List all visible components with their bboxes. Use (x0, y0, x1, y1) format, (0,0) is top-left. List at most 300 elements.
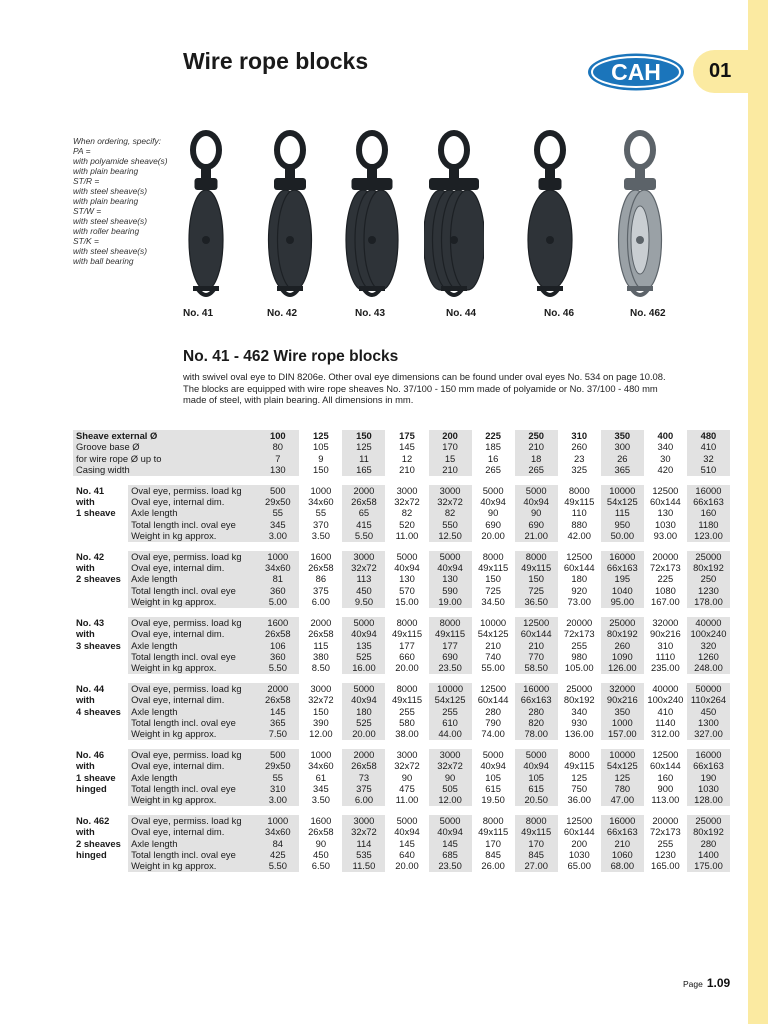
value-cell: 60x144 (649, 496, 681, 508)
value-cell: 20.00 (395, 662, 419, 674)
value-cell: 125 (313, 430, 329, 441)
value-cell: 80x192 (563, 694, 595, 706)
value-cell: 26x58 (308, 562, 334, 574)
value-cell: 190 (687, 772, 730, 783)
row-label: Weight in kg approx. (128, 794, 256, 805)
value-cell: 8.50 (311, 662, 330, 674)
value-cell: 210 (601, 838, 644, 849)
table-row (73, 585, 730, 596)
value-cell: 60x144 (477, 694, 509, 706)
value-cell: 1000 (310, 484, 332, 496)
value-cell: 1300 (687, 717, 730, 728)
row-label: Total length incl. oval eye (128, 849, 256, 860)
value-cell: 360 (256, 585, 299, 596)
model-label (73, 794, 128, 805)
table-row (73, 596, 730, 607)
value-cell: 167.00 (651, 596, 680, 608)
model-label: 1 sheave (76, 507, 116, 519)
table-row (73, 519, 730, 530)
value-cell: 1180 (687, 519, 730, 530)
value-cell: 740 (485, 650, 501, 662)
value-cell: 90 (401, 771, 413, 783)
value-cell: 34x60 (308, 760, 334, 772)
value-cell: 80 (256, 441, 299, 452)
value-cell: 325 (571, 464, 588, 476)
table-row (73, 485, 730, 496)
value-cell: 2000 (342, 485, 385, 496)
ordering-note-line: with plain bearing (73, 166, 139, 176)
value-cell: 660 (399, 650, 415, 662)
value-cell: 73 (342, 772, 385, 783)
value-cell: 66x163 (687, 760, 730, 771)
value-cell: 54x125 (429, 694, 472, 705)
value-cell: 1000 (256, 551, 299, 562)
value-cell: 130 (399, 573, 415, 585)
value-cell: 55 (256, 507, 299, 518)
value-cell: 16.00 (342, 662, 385, 673)
value-cell: 345 (256, 519, 299, 530)
value-cell: 60x144 (649, 760, 681, 772)
model-label (73, 860, 128, 871)
ordering-note-line: ST/R = (73, 176, 100, 186)
value-cell: 26x58 (342, 760, 385, 771)
table-row (73, 706, 730, 717)
value-cell: 72x173 (563, 628, 595, 640)
product-label: No. 462 (630, 308, 666, 319)
value-cell: 9.50 (342, 596, 385, 607)
value-cell: 790 (485, 716, 501, 728)
value-cell: 66x163 (515, 694, 558, 705)
value-cell: 66x163 (601, 826, 644, 837)
table-row (73, 496, 730, 507)
value-cell: 12.00 (309, 728, 333, 740)
model-label: with (76, 760, 95, 772)
table-head-row (73, 441, 730, 452)
model-label (73, 519, 128, 530)
value-cell: 200 (429, 430, 472, 441)
value-cell: 170 (485, 837, 501, 849)
table-row (73, 551, 730, 562)
value-cell: 450 (687, 706, 730, 717)
value-cell: 19.00 (429, 596, 472, 607)
table-head-row (73, 453, 730, 464)
ordering-note-line: When ordering, specify: (73, 136, 161, 146)
value-cell: 370 (313, 518, 329, 530)
value-cell: 34x60 (256, 826, 299, 837)
value-cell: 3000 (429, 749, 472, 760)
value-cell: 280 (687, 838, 730, 849)
value-cell: 3000 (429, 485, 472, 496)
value-cell: 225 (657, 573, 674, 585)
value-cell: 32000 (601, 683, 644, 694)
value-cell: 8000 (515, 815, 558, 826)
value-cell: 100 (256, 430, 299, 441)
value-cell: 32x72 (342, 562, 385, 573)
table-row (73, 573, 730, 584)
value-cell: 125 (601, 772, 644, 783)
value-cell: 66x163 (601, 562, 644, 573)
value-cell: 950 (601, 519, 644, 530)
value-cell: 78.00 (515, 728, 558, 739)
model-label (73, 662, 128, 673)
value-cell: 10000 (601, 749, 644, 760)
value-cell: 5.50 (256, 662, 299, 673)
value-cell: 40x94 (429, 562, 472, 573)
section-number: 01 (709, 60, 732, 82)
row-label: Oval eye, permiss. load kg (128, 749, 256, 760)
value-cell: 26x58 (308, 826, 334, 838)
page-title: Wire rope blocks (183, 48, 369, 74)
value-cell: 26x58 (256, 628, 299, 639)
value-cell: 60x144 (563, 562, 595, 574)
value-cell: 49x115 (478, 826, 509, 838)
value-cell: 18 (515, 453, 558, 464)
value-cell: 415 (342, 519, 385, 530)
value-cell: 150 (313, 705, 329, 717)
value-cell: 84 (256, 838, 299, 849)
ordering-note-line: with steel sheave(s) (73, 216, 148, 226)
model-label: hinged (76, 849, 107, 860)
table-row (73, 507, 730, 518)
value-cell: 80x192 (687, 826, 730, 837)
spacer-cell (73, 872, 730, 881)
model-label: No. 46 (76, 748, 105, 760)
spacer-cell (73, 674, 730, 683)
product-label: No. 44 (446, 308, 477, 319)
value-cell: 5000 (342, 617, 385, 628)
value-cell: 410 (657, 705, 674, 717)
value-cell: 61 (315, 771, 327, 783)
value-cell: 12.50 (429, 530, 472, 541)
description-line: The blocks are equipped with wire rope sheaves No. 37/100 - 150 mm made of polyamide or No. 37/100 - 480 mm (183, 382, 658, 394)
table-row (73, 683, 730, 694)
value-cell: 320 (687, 640, 730, 651)
value-cell: 145 (399, 837, 415, 849)
value-cell: 66x163 (687, 496, 730, 507)
value-cell: 1000 (310, 748, 332, 760)
value-cell: 920 (571, 584, 588, 596)
table-row (73, 728, 730, 739)
value-cell: 10000 (480, 616, 507, 628)
table-head-row (73, 430, 730, 441)
block-image-5 (520, 128, 580, 308)
value-cell: 9 (318, 452, 324, 464)
value-cell: 21.00 (515, 530, 558, 541)
dimensions-table (73, 430, 730, 881)
value-cell: 6.00 (311, 596, 330, 608)
block-image-2 (260, 128, 320, 308)
value-cell: 145 (429, 838, 472, 849)
value-cell: 1060 (601, 849, 644, 860)
row-label: Axle length (128, 573, 256, 584)
value-cell: 312.00 (651, 728, 680, 740)
model-label: with (76, 496, 95, 508)
value-cell: 16000 (601, 815, 644, 826)
value-cell: 110x264 (687, 694, 730, 705)
row-label: Weight in kg approx. (128, 728, 256, 739)
value-cell: 250 (687, 573, 730, 584)
value-cell: 310 (657, 639, 674, 651)
value-cell: 16000 (515, 683, 558, 694)
value-cell: 27.00 (515, 860, 558, 871)
value-cell: 2000 (342, 749, 385, 760)
model-label (73, 596, 128, 607)
value-cell: 49x115 (391, 694, 423, 706)
row-label: Oval eye, permiss. load kg (128, 617, 256, 628)
value-cell: 82 (429, 507, 472, 518)
value-cell: 640 (399, 849, 415, 860)
value-cell: 20000 (652, 814, 679, 826)
value-cell: 880 (571, 518, 588, 530)
value-cell: 26 (601, 453, 644, 464)
value-cell: 3.00 (256, 794, 299, 805)
row-label: Oval eye, internal dim. (128, 826, 256, 837)
value-cell: 5000 (482, 484, 504, 496)
value-cell: 145 (399, 441, 415, 453)
value-cell: 310 (256, 783, 299, 794)
value-cell: 29x50 (256, 760, 299, 771)
value-cell: 170 (429, 441, 472, 452)
table-row (73, 838, 730, 849)
value-cell: 11.00 (395, 794, 419, 806)
model-label (73, 585, 128, 596)
product-label: No. 46 (544, 308, 575, 319)
value-cell: 40x94 (394, 562, 420, 574)
value-cell: 10000 (429, 683, 472, 694)
value-cell: 690 (485, 518, 501, 530)
value-cell: 1090 (601, 651, 644, 662)
value-cell: 12500 (566, 814, 593, 826)
value-cell: 380 (313, 650, 329, 662)
model-label: 1 sheave (76, 771, 116, 783)
value-cell: 16000 (687, 749, 730, 760)
value-cell: 5.50 (342, 530, 385, 541)
value-cell: 60x144 (563, 826, 595, 838)
model-label: with (76, 826, 95, 838)
value-cell: 40x94 (480, 496, 506, 508)
value-cell: 11.50 (342, 860, 385, 871)
value-cell: 40000 (652, 682, 679, 694)
value-cell: 12500 (652, 748, 679, 760)
value-cell: 1000 (256, 815, 299, 826)
value-cell: 580 (399, 716, 415, 728)
value-cell: 725 (515, 585, 558, 596)
table-row (73, 628, 730, 639)
value-cell: 32x72 (342, 826, 385, 837)
value-cell: 73.00 (567, 596, 591, 608)
value-cell: 47.00 (601, 794, 644, 805)
value-cell: 375 (342, 783, 385, 794)
value-cell: 26.00 (481, 860, 505, 872)
model-label: 2 sheaves (76, 573, 121, 585)
value-cell: 90 (315, 837, 327, 849)
value-cell: 390 (313, 716, 329, 728)
row-label: Axle length (128, 772, 256, 783)
value-cell: 248.00 (687, 662, 730, 673)
value-cell: 12.00 (429, 794, 472, 805)
model-label (73, 717, 128, 728)
value-cell: 685 (429, 849, 472, 860)
value-cell: 3000 (310, 682, 332, 694)
value-cell: 115 (313, 639, 329, 651)
value-cell: 250 (515, 430, 558, 441)
value-cell: 255 (399, 705, 415, 717)
value-cell: 23.50 (429, 860, 472, 871)
value-cell: 1230 (687, 585, 730, 596)
value-cell: 49x115 (515, 826, 558, 837)
ordering-note-line: ST/W = (73, 206, 102, 216)
value-cell: 500 (256, 749, 299, 760)
value-cell: 310 (571, 430, 588, 441)
model-label: No. 462 (76, 814, 110, 826)
value-cell: 450 (313, 849, 329, 860)
value-cell: 610 (429, 717, 472, 728)
value-cell: 20.00 (481, 530, 505, 542)
value-cell: 725 (485, 584, 501, 596)
value-cell: 93.00 (653, 530, 678, 542)
value-cell: 150 (342, 430, 385, 441)
page-footer (683, 976, 730, 990)
value-cell: 5000 (482, 748, 504, 760)
value-cell: 3.50 (311, 794, 330, 806)
table-row (73, 717, 730, 728)
value-cell: 210 (515, 640, 558, 651)
value-cell: 5000 (515, 749, 558, 760)
value-cell: 900 (657, 782, 674, 794)
value-cell: 2000 (310, 616, 332, 628)
value-cell: 11.00 (395, 530, 419, 542)
value-cell: 49x115 (564, 760, 595, 772)
value-cell: 49x115 (564, 496, 595, 508)
value-cell: 1600 (256, 617, 299, 628)
value-cell: 30 (660, 452, 671, 464)
value-cell: 34x60 (256, 562, 299, 573)
value-cell: 16 (487, 452, 499, 464)
value-cell: 180 (342, 706, 385, 717)
block-image-6 (610, 128, 670, 308)
value-cell: 8000 (429, 617, 472, 628)
value-cell: 40x94 (342, 628, 385, 639)
header-label: for wire rope Ø up to (73, 453, 256, 464)
value-cell: 5000 (396, 814, 418, 826)
value-cell: 80x192 (687, 562, 730, 573)
value-cell: 520 (399, 518, 415, 530)
model-label: with (76, 694, 95, 706)
value-cell: 16000 (601, 551, 644, 562)
value-cell: 327.00 (687, 728, 730, 739)
value-cell: 50000 (687, 683, 730, 694)
value-cell: 8000 (568, 484, 590, 496)
value-cell: 280 (485, 705, 501, 717)
row-label: Oval eye, permiss. load kg (128, 485, 256, 496)
value-cell: 68.00 (601, 860, 644, 871)
value-cell: 145 (256, 706, 299, 717)
ordering-note-line: with ball bearing (73, 256, 134, 266)
row-label: Oval eye, permiss. load kg (128, 551, 256, 562)
value-cell: 130 (429, 573, 472, 584)
product-label: No. 42 (267, 308, 298, 319)
value-cell: 5000 (429, 815, 472, 826)
row-label: Axle length (128, 838, 256, 849)
value-cell: 40x94 (515, 496, 558, 507)
value-cell: 40x94 (429, 826, 472, 837)
value-cell: 49x115 (515, 562, 558, 573)
value-cell: 1400 (687, 849, 730, 860)
value-cell: 80x192 (601, 628, 644, 639)
logo-text: CAH (611, 59, 661, 85)
value-cell: 40x94 (342, 694, 385, 705)
value-cell: 400 (657, 430, 674, 441)
value-cell: 475 (399, 782, 415, 794)
value-cell: 40x94 (515, 760, 558, 771)
value-cell: 265 (485, 464, 501, 476)
value-cell: 340 (657, 441, 674, 453)
value-cell: 450 (342, 585, 385, 596)
value-cell: 32x72 (429, 760, 472, 771)
value-cell: 55.00 (481, 662, 505, 674)
value-cell: 32 (687, 453, 730, 464)
value-cell: 1600 (310, 814, 332, 826)
value-cell: 42.00 (567, 530, 591, 542)
value-cell: 690 (429, 651, 472, 662)
value-cell: 65 (342, 507, 385, 518)
row-label: Oval eye, internal dim. (128, 628, 256, 639)
value-cell: 175.00 (687, 860, 730, 871)
table-row (73, 640, 730, 651)
value-cell: 7.50 (256, 728, 299, 739)
value-cell: 8000 (515, 551, 558, 562)
value-cell: 165 (342, 464, 385, 475)
value-cell: 90x216 (601, 694, 644, 705)
value-cell: 280 (515, 706, 558, 717)
value-cell: 550 (429, 519, 472, 530)
value-cell: 86 (315, 573, 327, 585)
table-row (73, 772, 730, 783)
table-row (73, 815, 730, 826)
ordering-note (73, 136, 168, 266)
value-cell: 178.00 (687, 596, 730, 607)
value-cell: 106 (256, 640, 299, 651)
value-cell: 40000 (687, 617, 730, 628)
row-label: Oval eye, internal dim. (128, 496, 256, 507)
value-cell: 177 (399, 639, 415, 651)
table-head-row (73, 464, 730, 475)
value-cell: 25000 (687, 551, 730, 562)
value-cell: 260 (571, 441, 588, 453)
value-cell: 25000 (601, 617, 644, 628)
value-cell: 235.00 (651, 662, 680, 674)
value-cell: 105 (485, 771, 501, 783)
value-cell: 225 (485, 430, 501, 441)
section-description (183, 371, 728, 406)
value-cell: 34x60 (308, 496, 334, 508)
value-cell: 5000 (342, 683, 385, 694)
ordering-note-line: with roller bearing (73, 226, 140, 236)
value-cell: 365 (601, 464, 644, 475)
value-cell: 690 (515, 519, 558, 530)
value-cell: 20000 (652, 550, 679, 562)
value-cell: 770 (515, 651, 558, 662)
value-cell: 780 (601, 783, 644, 794)
value-cell: 150 (485, 573, 501, 585)
value-cell: 125 (342, 441, 385, 452)
value-cell: 200 (571, 837, 588, 849)
row-spacer (73, 740, 730, 749)
value-cell: 160 (687, 507, 730, 518)
value-cell: 375 (313, 584, 329, 596)
value-cell: 36.50 (515, 596, 558, 607)
value-cell: 6.50 (311, 860, 330, 872)
